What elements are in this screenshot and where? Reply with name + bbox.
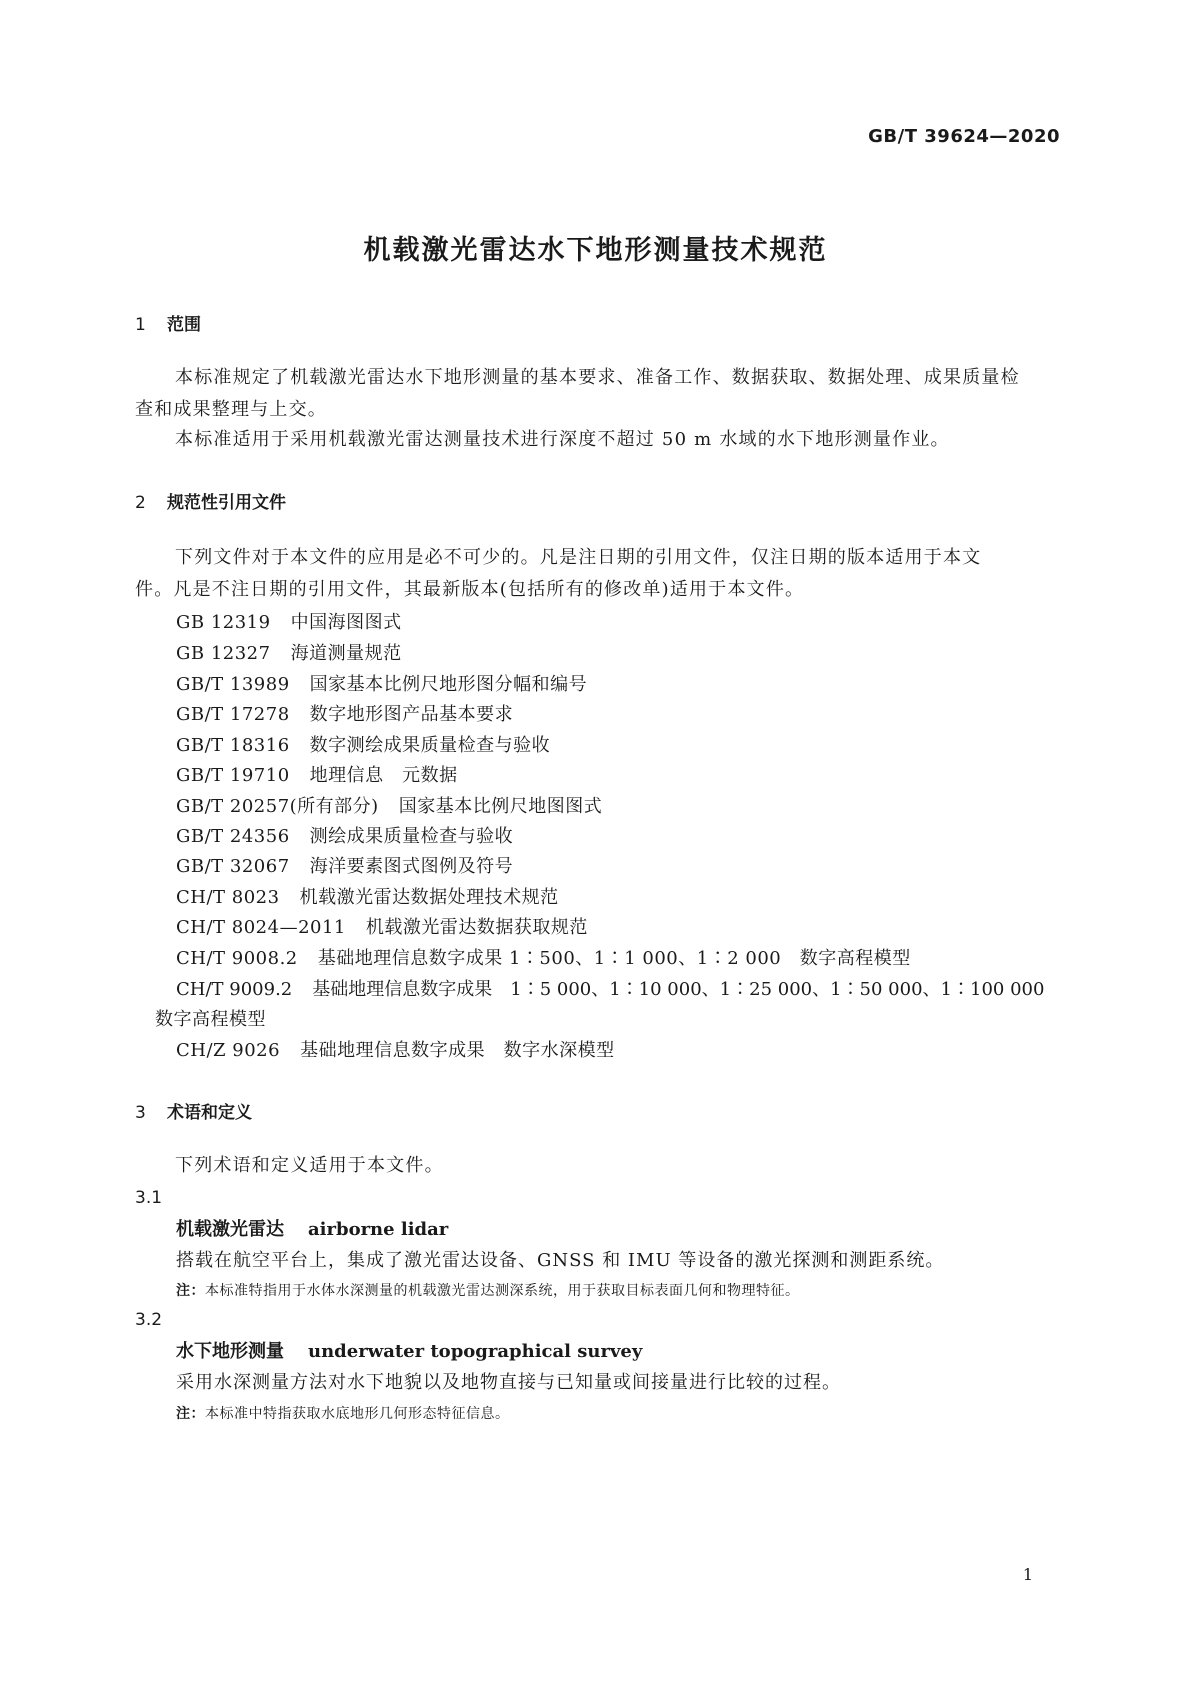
reference-item-continuation	[155, 1005, 266, 1031]
term-entry	[176, 1215, 448, 1241]
reference-title: 测绘成果质量检查与验收	[309, 826, 514, 847]
reference-code: GB 12327	[176, 643, 271, 664]
reference-code: CH/T 8023	[176, 887, 280, 908]
reference-title: 海道测量规范	[290, 643, 402, 664]
reference-title: 数字测绘成果质量检查与验收	[309, 735, 551, 756]
reference-code: CH/T 9008.2	[176, 948, 298, 969]
reference-item	[176, 700, 513, 726]
section-1-para1-line1: 本标准规定了机载激光雷达水下地形测量的基本要求、准备工作、数据获取、数据处理、成果质量检	[175, 367, 1020, 388]
section-3-heading	[135, 1098, 252, 1123]
section-number: 3	[135, 1103, 146, 1123]
note-text: 本标准中特指获取水底地形几何形态特征信息。	[205, 1406, 510, 1422]
section-title: 术语和定义	[167, 1103, 252, 1123]
reference-code: GB/T 13989	[176, 674, 290, 695]
note-label: 注：	[176, 1406, 205, 1422]
reference-code: GB 12319	[176, 612, 271, 633]
reference-title: 中国海图图式	[290, 612, 402, 633]
reference-code: GB/T 24356	[176, 826, 290, 847]
section-title: 范围	[167, 315, 201, 335]
term-entry	[176, 1337, 642, 1363]
reference-code: GB/T 20257(所有部分)	[176, 796, 379, 817]
reference-title: 基础地理信息数字成果 数字水深模型	[300, 1040, 615, 1061]
reference-title: 国家基本比例尺地形图分幅和编号	[309, 674, 588, 695]
reference-item	[176, 1036, 615, 1062]
reference-item	[176, 975, 1044, 1001]
reference-item	[176, 852, 513, 878]
section-2-intro-line2: 件。凡是不注日期的引用文件，其最新版本(包括所有的修改单)适用于本文件。	[135, 579, 805, 600]
reference-title: 地理信息 元数据	[309, 765, 458, 786]
reference-title: 机载激光雷达数据获取规范	[365, 917, 588, 938]
reference-title: 基础地理信息数字成果 1∶500、1∶1 000、1∶2 000 数字高程模型	[317, 948, 911, 969]
section-1-para2: 本标准适用于采用机载激光雷达测量技术进行深度不超过 50 m 水域的水下地形测量作业。	[175, 429, 950, 450]
reference-code: CH/T 8024—2011	[176, 917, 346, 938]
reference-title: 基础地理信息数字成果 1∶5 000、1∶10 000、1∶25 000、1∶50 000、1∶100 000	[312, 979, 1045, 1000]
standard-number: GB/T 39624—2020	[868, 126, 1060, 147]
section-1-para1-line2: 查和成果整理与上交。	[135, 399, 327, 420]
term-chinese: 机载激光雷达	[176, 1219, 284, 1240]
document-title: 机载激光雷达水下地形测量技术规范	[363, 235, 828, 266]
reference-code: CH/Z 9026	[176, 1040, 281, 1061]
reference-code: GB/T 19710	[176, 765, 290, 786]
reference-title: 国家基本比例尺地图图式	[398, 796, 603, 817]
reference-item	[176, 822, 513, 848]
term-definition: 采用水深测量方法对水下地貌以及地物直接与已知量或间接量进行比较的过程。	[176, 1372, 841, 1393]
section-2-intro-line1: 下列文件对于本文件的应用是必不可少的。凡是注日期的引用文件，仅注日期的版本适用于本文	[175, 547, 982, 568]
reference-item	[176, 944, 911, 970]
reference-item	[176, 792, 602, 818]
section-title: 规范性引用文件	[167, 493, 286, 513]
section-3-intro: 下列术语和定义适用于本文件。	[175, 1155, 444, 1176]
note-text: 本标准特指用于水体水深测量的机载激光雷达测深系统，用于获取目标表面几何和物理特征。	[205, 1283, 800, 1299]
term-definition: 搭载在航空平台上，集成了激光雷达设备、GNSS 和 IMU 等设备的激光探测和测距系统。	[176, 1250, 945, 1271]
reference-item	[176, 731, 550, 757]
section-number: 1	[135, 315, 146, 335]
reference-item	[176, 883, 559, 909]
reference-code: GB/T 18316	[176, 735, 290, 756]
clause-number: 3.1	[135, 1188, 163, 1208]
reference-item	[176, 761, 458, 787]
reference-title: 数字地形图产品基本要求	[309, 704, 514, 725]
reference-title: 海洋要素图式图例及符号	[309, 856, 514, 877]
reference-title: 机载激光雷达数据处理技术规范	[299, 887, 559, 908]
reference-code: GB/T 32067	[176, 856, 290, 877]
clause-number: 3.2	[135, 1310, 163, 1330]
term-english: underwater topographical survey	[308, 1341, 643, 1362]
section-number: 2	[135, 493, 146, 513]
reference-item	[176, 608, 402, 634]
reference-title: 数字高程模型	[155, 1009, 266, 1030]
section-2-heading	[135, 488, 286, 513]
reference-item	[176, 913, 588, 939]
term-note	[176, 1403, 510, 1423]
reference-code: GB/T 17278	[176, 704, 290, 725]
reference-code: CH/T 9009.2	[176, 979, 293, 1000]
term-note	[176, 1280, 800, 1300]
term-chinese: 水下地形测量	[176, 1341, 284, 1362]
note-label: 注：	[176, 1283, 205, 1299]
term-english: airborne lidar	[308, 1219, 449, 1240]
page-number: 1	[1022, 1565, 1033, 1584]
reference-item	[176, 670, 587, 696]
reference-item	[176, 639, 402, 665]
section-1-heading	[135, 310, 201, 335]
